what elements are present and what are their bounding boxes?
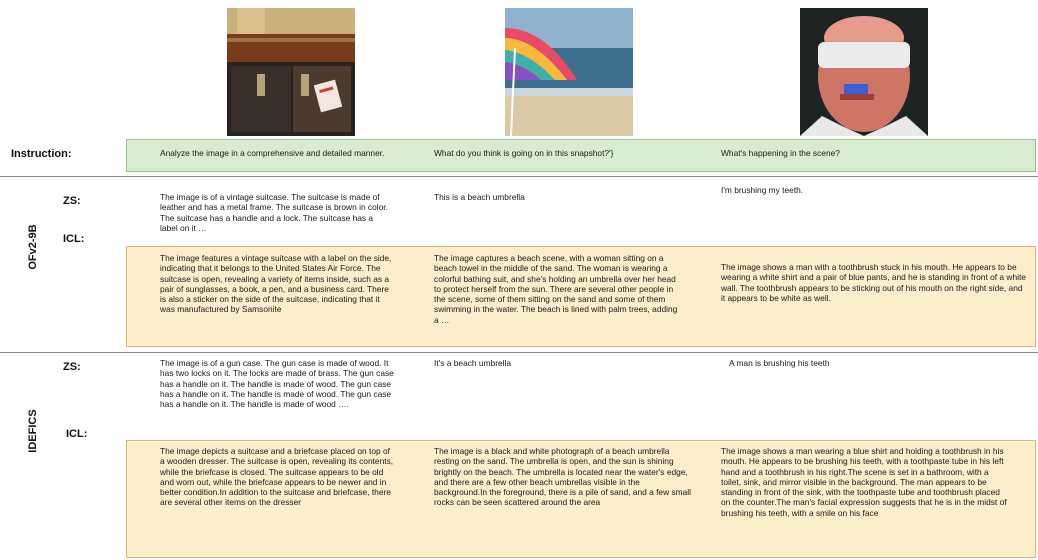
divider-middle [0, 352, 1038, 353]
idefics-zs-cell-1: The image is of a gun case. The gun case is made of wood. It has two locks on it. The locks are made of brass. The gun case has a handle on it. The handle is made of wood. The gun case has a handle on it. The handle is made of wood. The gun case has a handle on it. The handle is made of wood …. [160, 358, 394, 410]
model-name-idefics: IDEFICS [27, 409, 39, 453]
idefics-zs-cell-2: It's a beach umbrella [434, 358, 512, 368]
ofv2-icl-cell-1: The image features a vintage suitcase with a label on the side, indicating that it belongs to the United States Air Force. The suitcase is open, revealing a variety of items inside, such as a pair of sunglasses, a book, a pen, and a business card. There is also a sticker on the side of the suitcase, indicating that it was manufactured by Samsonite [160, 253, 392, 315]
idefics-zs-label: ZS: [63, 361, 81, 373]
idefics-zs-cell-3: A man is brushing his teeth [729, 358, 830, 368]
model-name-ofv2: OFv2-9B [27, 224, 39, 270]
idefics-icl-cell-2: The image is a black and white photograph of a beach umbrella resting on the sand. The umbrella is open, and the sun is shining brightly on the beach. The umbrella is located near the water's edge, and there are a few other beach umbrellas visible in the background.In the foreground, there is a pile of sand, and a few small rocks can be seen scattered around the area [434, 446, 691, 508]
ofv2-icl-cell-2: The image captures a beach scene, with a woman sitting on a beach towel in the middle of the sand. The woman is wearing a colorful bathing suit, and she's holding an umbrella over her head to protect herself from the sun. There are several other people in the scene, some of them sitting on the sand and some of them swimming in the water. The beach is lined with palm trees, adding a … [434, 253, 678, 325]
ofv2-zs-cell-2: This is a beach umbrella [434, 192, 525, 202]
instruction-cell-1: Analyze the image in a comprehensive and detailed manner. [160, 148, 385, 158]
vintage-suitcase-photo [227, 8, 355, 136]
instruction-cell-2: What do you think is going on in this snapshot?'} [434, 148, 614, 158]
ofv2-zs-cell-1: The image is of a vintage suitcase. The suitcase is made of leather and has a metal frame. The suitcase is brown in color. The suitcase has a handle and a lock. The suitcase has a label on it … [160, 192, 388, 233]
divider-top [0, 176, 1038, 177]
ofv2-zs-cell-3: I'm brushing my teeth. [721, 185, 804, 195]
beach-umbrella-photo [505, 8, 633, 136]
idefics-icl-cell-3: The image shows a man wearing a blue shirt and holding a toothbrush in his mouth. He appears to be brushing his teeth, with a toothpaste tube in his left hand and a toothbrush in his right.The scene is set in a bathroom, with a toilet, sink, and mirror visible in the background. The man appears to be standing in front of the sink, with the toothpaste tube and toothbrush placed on the counter.The man's facial expression suggests that he is in the midst of brushing his teeth, with a smile on his face [721, 446, 1007, 518]
ofv2-icl-cell-3: The image shows a man with a toothbrush stuck in his mouth. He appears to be wearing a white shirt and a pair of blue pants, and he is standing in front of a white wall. The toothbrush appears to be sticking out of his mouth on the right side, and it appears to be white as well. [721, 262, 1026, 303]
instruction-cell-3: What's happening in the scene? [721, 148, 840, 158]
idefics-icl-cell-1: The image depicts a suitcase and a briefcase placed on top of a wooden dresser. The suitcase is open, revealing its contents, while the briefcase is closed. The suitcase appears to be old and worn out, while the briefcase appears to be newer and in better condition.In addition to the suitcase and briefcase, there are several other items on the dresser [160, 446, 394, 508]
ofv2-icl-label: ICL: [63, 233, 85, 245]
idefics-icl-label: ICL: [66, 428, 88, 440]
ofv2-zs-label: ZS: [63, 195, 81, 207]
man-with-toothbrush-photo [800, 8, 928, 136]
instruction-label: Instruction: [11, 148, 72, 160]
